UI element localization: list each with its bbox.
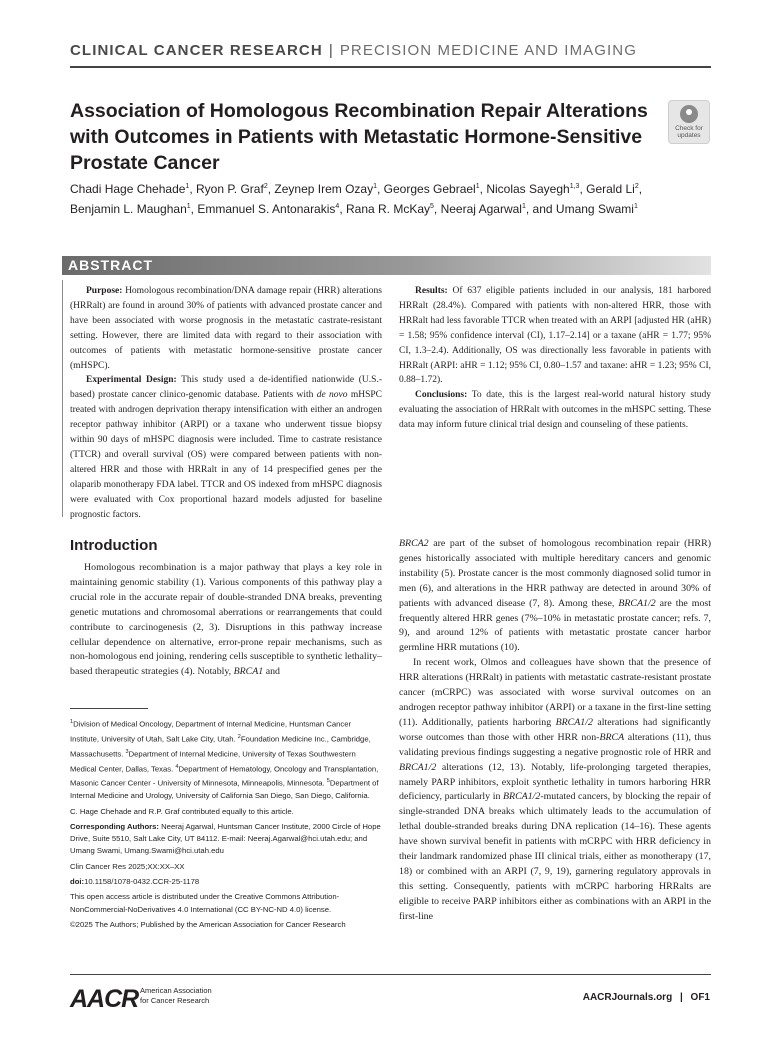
affiliation-number: 5 <box>326 778 330 785</box>
corresponding-authors: Corresponding Authors: Neeraj Agarwal, Huntsman Cancer Institute, 2000 Circle of Hope Drive, Suite 5510, Salt Lake City, UT 84112. E-mail: Neeraj.Agarwal@hci.utah.edu; and Umang Swami, Umang.Swami@hci.utah.edu <box>70 821 381 856</box>
affiliation-number: 1 <box>70 719 74 725</box>
author-affiliation: 2 <box>634 183 639 190</box>
author-affiliation: 1 <box>633 203 638 210</box>
abstract-rule <box>62 280 63 517</box>
author-affiliation: 1,3 <box>569 183 580 190</box>
affiliation-text: Department of Hematology, Oncology and Transplantation, Masonic Cancer Center - University of Minnesota, Minneapolis, Minnesota. <box>70 764 379 788</box>
affiliation-number: 2 <box>237 733 241 740</box>
author-affiliation: 5 <box>430 203 434 210</box>
author-name: Chadi Hage Chehade <box>70 182 186 196</box>
author-conjunction: and <box>532 202 553 216</box>
check-updates-icon <box>680 105 698 123</box>
affiliation-text: Division of Medical Oncology, Department of Internal Medicine, Huntsman Cancer Institute, University of Utah, Salt Lake City, Utah. <box>70 719 352 744</box>
check-for-updates-badge[interactable] <box>668 100 710 144</box>
copyright-note: ©2025 The Authors; Published by the American Association for Cancer Research <box>70 919 346 929</box>
abstract-heading: ABSTRACT <box>68 257 153 273</box>
affiliation-text: Department of Internal Medicine, University of Texas Southwestern Medical Center, Dallas, Texas. <box>70 749 356 774</box>
affiliations <box>70 716 382 803</box>
affiliation-number: 3 <box>125 748 129 755</box>
equal-contribution-note: C. Hage Chehade and R.P. Graf contributed equally to this article. <box>70 806 294 816</box>
journal-name: CLINICAL CANCER RESEARCH <box>70 42 323 59</box>
author-affiliation: 1 <box>373 183 377 190</box>
article-section: PRECISION MEDICINE AND IMAGING <box>339 42 638 59</box>
body-left-column <box>70 561 382 680</box>
author-list: Chadi Hage Chehade$^1$, Ryon P. Graf$^2$, Zeynep Irem Ozay$^1$, Georges Gebrael$^1$, Nicolas Sayegh$^{1,3}$, Gerald Li$^2$, Benjamin L. Maughan$^1$, Emmanuel S. Antonarakis$^4$, Rana R. McKay$^5$, Neeraj Agarwal$^1$, and Umang Swami$^1$ <box>70 182 643 216</box>
footer-rule <box>70 974 711 975</box>
author-name: Nicolas Sayegh <box>486 182 570 196</box>
author-affiliation: 2 <box>263 183 268 190</box>
article-title: Association of Homologous Recombination Repair Alterations with Outcomes in Patients with Metastatic Hormone-Sensitive Prostate Cancer <box>70 100 648 174</box>
body-right-column <box>399 537 711 925</box>
affiliation-number: 4 <box>175 763 179 770</box>
footnotes <box>70 716 382 934</box>
author-affiliation: 1 <box>475 183 480 190</box>
check-updates-label: Check for updates <box>675 125 703 139</box>
citation: Clin Cancer Res 2025;XX:XX–XX <box>70 861 185 871</box>
abstract-right-column <box>399 284 711 433</box>
abstract-left-column <box>70 284 382 523</box>
abstract-purpose: Purpose: Homologous recombination/DNA damage repair (HRR) alterations (HRRalt) are found in around 30% of patients with advanced prostate cancer and have been associated with worse prognosis in the metastatic castrate-resistant setting. However, there are limited data with regard to their association with outcomes of patients with metastatic hormone-sensitive prostate cancer (mHSPC). <box>70 286 382 371</box>
abstract-header <box>62 256 711 275</box>
header-separator: | <box>328 42 334 59</box>
intro-paragraph-1-continued: BRCA2 are part of the subset of homologous recombination repair (HRR) genes historically associated with multiple hereditary cancers and genomic instability (5). Prostate cancer is the most commonly diagnosed solid tumor in men (6), and alterations in the HRR pathway are detected in around 30% of patients with advanced disease (7, 8). Among these, BRCA1/2 are the most frequently altered HRR genes (7%–10% in metastatic prostate cancer; refs. 7, 9), and around 12% of patients with metastatic prostate cancer harbor germline HRR mutations (10). <box>399 538 711 654</box>
author-name: Gerald Li <box>586 182 635 196</box>
author-name: Ryon P. Graf <box>196 182 264 196</box>
author-name: Benjamin L. Maughan <box>70 202 187 216</box>
doi-link[interactable]: 10.1158/1078-0432.CCR-25-1178 <box>84 877 200 887</box>
author-affiliation: 1 <box>521 203 526 210</box>
intro-paragraph-2: In recent work, Olmos and colleagues have shown that the presence of HRR alterations (HRRalt) in patients with metastatic castrate-resistant prostate cancer (mCRPC) was associated with worse survival outcomes on an androgen receptor pathway inhibitor (ARPI) or a taxane in the first-line setting (11). Additionally, patients harboring BRCA1/2 alterations had significantly worse outcomes than those with other HRR non-BRCA alterations (11), thus validating previous findings suggesting a negative prognostic role of HRR and BRCA1/2 alterations (12, 13). Notably, life-prolonging targeted therapies, namely PARP inhibitors, exploit synthetic lethality in tumors harboring HRR deficiency, particularly in BRCA1/2-mutated cancers, by blocking the repair of single-stranded DNA breaks which ultimately leads to the accumulation of lethal double-stranded breaks during DNA replication (14–16). These agents have shown survival benefit in patients with mCRPC with HRR deficiency in their landmark randomized phase III clinical trials, either as monotherapy (17, 18) or combined with an ARPI (7, 9, 19), garnering regulatory approvals in this setting. Consequently, patients with mCRPC harboring HRRalts are eligible to receive PARP inhibitors either as combinations with an ARPI in the first-line <box>399 657 711 922</box>
aacr-logo[interactable]: AACR <box>70 985 139 1013</box>
aacr-organization-name: American Association for Cancer Research <box>140 986 212 1005</box>
license-note: This open access article is distributed under the Creative Commons Attribution-NonCommercial-NoDerivatives 4.0 International (CC BY-NC-ND 4.0) license. <box>70 892 340 914</box>
author-name: Neeraj Agarwal <box>440 202 522 216</box>
journal-header <box>70 42 637 59</box>
abstract-conclusions: Conclusions: To date, this is the largest real-world natural history study evaluating the association of HRRalt with outcomes in the mHSPC setting. These data may inform future clinical trial design and counseling of these patients. <box>399 390 711 431</box>
section-heading-introduction: Introduction <box>70 537 158 554</box>
affiliation-text: Foundation Medicine Inc., Cambridge, Massachusetts. <box>70 734 371 759</box>
author-name: Umang Swami <box>555 202 634 216</box>
author-affiliation: 4 <box>335 203 340 210</box>
header-rule <box>70 66 711 68</box>
abstract-design: Experimental Design: This study used a de-identified nationwide (U.S.-based) prostate cancer clinico-genomic database. Patients with de novo mHSPC treated with androgen deprivation therapy intensification with either an androgen receptor pathway inhibitor (ARPI) or a taxane who underwent tissue biopsy within 90 days of mHSPC diagnosis were included. Time to castrate resistance (TTCR) and overall survival (OS) were compared between patients with non-altered HRR and those with HRRalt in any of 14 prespecified genes per the olaparib monotherapy FDA label. TTCR and OS indexed from mHSPC diagnosis were evaluated with Cox proportional hazard models adjusted for baseline prognostic factors. <box>70 375 383 520</box>
intro-paragraph-1: Homologous recombination is a major pathway that plays a key role in maintaining genomic stability (1). Various components of this pathway play a crucial role in the accurate repair of double-stranded DNA breaks, preventing genetic mutations and chromosomal aberrations or rearrangements that could contribute to carcinogenesis (2, 3). Disruptions in this pathway increase cellular dependence on alternative, error-prone repair mechanisms, such as non-homologous end joining, rendering cells susceptible to synthetic lethality–based therapeutic strategies (4). Notably, BRCA1 and <box>70 562 382 678</box>
author-name: Rana R. McKay <box>345 202 431 216</box>
footer-separator: | <box>679 992 683 1003</box>
author-name: Zeynep Irem Ozay <box>274 182 374 196</box>
author-name: Georges Gebrael <box>383 182 476 196</box>
author-name: Emmanuel S. Antonarakis <box>197 202 336 216</box>
affiliation-text: Department of Internal Medicine and Urology, University of California San Diego, San Diego, California. <box>70 779 379 801</box>
footer-page-info <box>583 992 710 1003</box>
author-affiliation: 1 <box>185 183 190 190</box>
page-number: OF1 <box>690 992 710 1003</box>
journal-site-link[interactable]: AACRJournals.org <box>582 992 673 1003</box>
doi: doi:10.1158/1078-0432.CCR-25-1178 <box>70 877 200 887</box>
author-affiliation: 1 <box>186 203 191 210</box>
footnote-rule <box>70 708 148 709</box>
abstract-results: Results: Of 637 eligible patients included in our analysis, 181 harbored HRRalt (28.4%). Compared with patients with non-altered HRR, those with HRRalt had less favorable TTCR when treated with an ARPI [adjusted HR (aHR) = 1.58; 95% confidence interval (CI), 1.17–2.14] or a taxane (aHR = 1.77; 95% CI, 1.3–2.4). Additionally, OS was directionally less favorable in patients with HRRalt (ARPI: aHR = 1.12; 95% CI, 0.80–1.57 and taxane: aHR = 1.23; 95% CI, 0.88–1.72). <box>399 286 711 386</box>
